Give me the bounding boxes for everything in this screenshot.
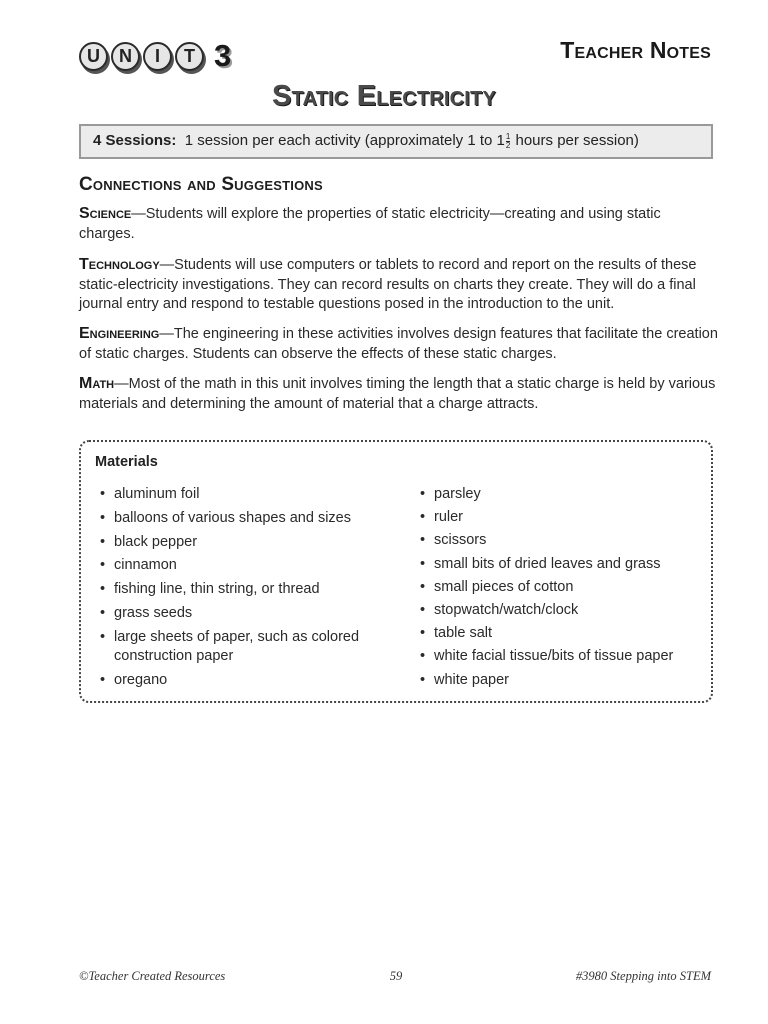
sessions-label: 4 Sessions: (93, 132, 177, 149)
page-title: Static Electricity (271, 80, 497, 112)
sessions-text-before: 1 session per each activity (approximately 1 to 1 (184, 132, 505, 149)
math-text: —Most of the math in this unit involves timing the length that a static charge is held by various materials and determining the amount of material that a charge attracts. (79, 376, 716, 412)
footer-page-number: 59 (389, 969, 403, 983)
materials-list-left (100, 485, 400, 694)
sessions-box (79, 124, 713, 159)
list-item: • scissors (420, 531, 710, 550)
list-item: • fishing line, thin string, or thread (100, 580, 400, 599)
technology-text: —Students will use computers or tablets to record and report on the results of these static-electricity investigations. They can record results on charts they create. They will do a final journal entry and respond to testable questions posed in the introduction to the unit. (79, 257, 697, 312)
teacher-notes-label: Teacher Notes (560, 37, 711, 63)
list-item: • cinnamon (100, 556, 400, 575)
footer-copyright: ©Teacher Created Resources (79, 969, 226, 983)
list-item: • black pepper (100, 533, 400, 552)
science-paragraph (79, 204, 719, 244)
materials-list-right (420, 485, 710, 694)
unit-letter-i: I (143, 42, 172, 71)
list-item: • ruler (420, 508, 710, 527)
list-item: • large sheets of paper, such as colored construction paper (100, 628, 400, 666)
materials-box (79, 440, 713, 703)
section-heading: Connections and Suggestions (79, 174, 323, 195)
footer-book-title: #3980 Stepping into STEM (575, 969, 711, 983)
math-paragraph (79, 374, 719, 414)
engineering-lead: Engineering (79, 325, 160, 342)
list-item: • oregano (100, 671, 400, 690)
list-item: • balloons of various shapes and sizes (100, 509, 400, 528)
unit-number: 3 (214, 38, 232, 73)
unit-badge (79, 38, 231, 74)
unit-letter-t: T (175, 42, 204, 71)
list-item: • grass seeds (100, 604, 400, 623)
engineering-text: —The engineering in these activities involves design features that facilitate the creation of static charges. Students can observe the effects of these static charges. (79, 326, 718, 362)
fraction-denominator: 2 (505, 140, 511, 150)
technology-lead: Technology (79, 256, 160, 273)
list-item: • table salt (420, 624, 710, 643)
materials-title: Materials (95, 454, 158, 470)
sessions-fraction (506, 133, 510, 150)
list-item: • stopwatch/watch/clock (420, 601, 710, 620)
sessions-text-after: hours per session) (515, 132, 639, 149)
list-item: • parsley (420, 485, 710, 504)
list-item: • aluminum foil (100, 485, 400, 504)
fraction-numerator: 1 (505, 131, 511, 141)
technology-paragraph (79, 255, 719, 315)
science-lead: Science (79, 205, 132, 222)
list-item: • small bits of dried leaves and grass (420, 555, 710, 574)
unit-letter-n: N (111, 42, 140, 71)
math-lead: Math (79, 375, 115, 392)
list-item: • small pieces of cotton (420, 578, 710, 597)
science-text: —Students will explore the properties of static electricity—creating and using static charges. (79, 206, 661, 242)
list-item: • white facial tissue/bits of tissue paper (420, 647, 710, 666)
engineering-paragraph (79, 324, 719, 364)
unit-letter-u: U (79, 42, 108, 71)
list-item: • white paper (420, 671, 710, 690)
